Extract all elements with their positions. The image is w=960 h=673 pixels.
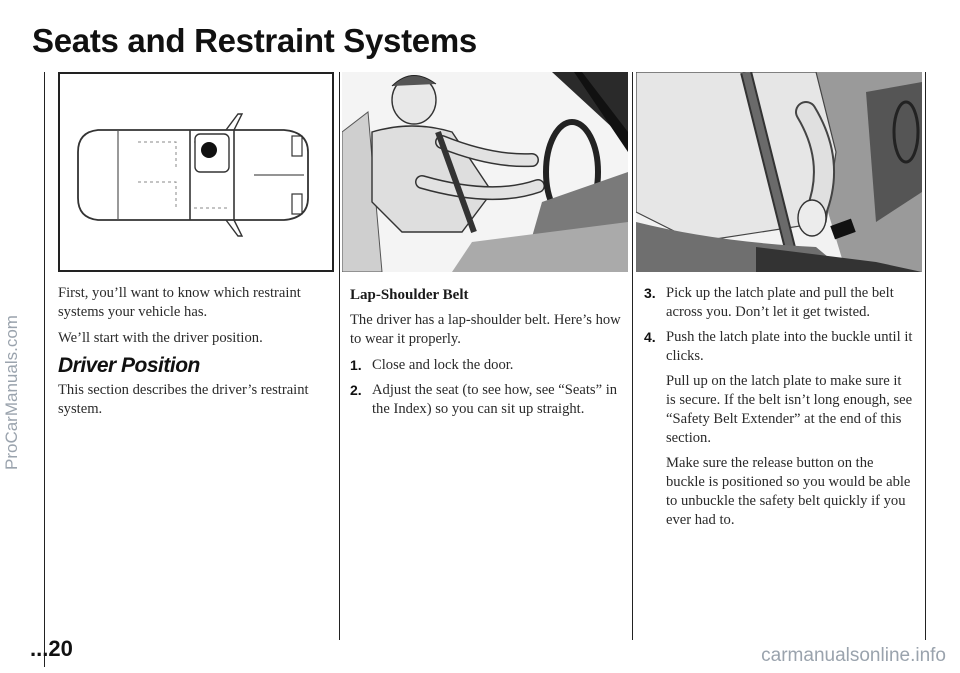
belt-buckle-icon bbox=[636, 72, 922, 272]
step-item bbox=[350, 356, 626, 375]
vehicle-seating-diagram bbox=[58, 72, 334, 272]
step-number: 3. bbox=[644, 285, 656, 301]
column-2-text bbox=[350, 286, 626, 425]
column-3-text bbox=[644, 284, 914, 536]
driver-seated-icon bbox=[342, 72, 628, 272]
bottom-watermark: carmanualsonline.info bbox=[761, 645, 946, 666]
step-number: 2. bbox=[350, 382, 362, 398]
driver-at-wheel-illustration bbox=[342, 72, 628, 272]
step-note: Pull up on the latch plate to make sure it is secure. If the belt isn’t long enough, see “Safety Belt Extender” at the end of this section. bbox=[666, 373, 913, 446]
step-number: 1. bbox=[350, 357, 362, 373]
column-1-text bbox=[58, 284, 334, 426]
column-divider bbox=[632, 72, 633, 640]
step-item bbox=[350, 381, 626, 419]
buckling-belt-illustration bbox=[636, 72, 922, 272]
side-watermark bbox=[2, 315, 22, 470]
column-divider bbox=[339, 72, 340, 640]
step-item bbox=[644, 284, 914, 322]
column-divider bbox=[925, 72, 926, 640]
step-text: Adjust the seat (to see how, see “Seats” in the Index) so you can sit up straight. bbox=[372, 382, 618, 417]
step-text: Pick up the latch plate and pull the belt across you. Don’t let it get twisted. bbox=[666, 285, 894, 320]
section-heading: Driver Position bbox=[58, 354, 200, 377]
step-item bbox=[644, 328, 914, 530]
page-number: ...20 bbox=[30, 636, 73, 661]
side-watermark-text: ProCarManuals.com bbox=[2, 315, 21, 470]
step-text: Push the latch plate into the buckle until it clicks. bbox=[666, 329, 913, 364]
intro-paragraph: First, you’ll want to know which restraint systems your vehicle has. bbox=[58, 285, 301, 320]
car-top-view-icon bbox=[58, 72, 334, 272]
page-title: Seats and Restraint Systems bbox=[32, 22, 477, 59]
step-number: 4. bbox=[644, 329, 656, 345]
intro-paragraph: We’ll start with the driver position. bbox=[58, 330, 263, 346]
subsection-body: The driver has a lap-shoulder belt. Here’s how to wear it properly. bbox=[350, 312, 621, 347]
subsection-heading: Lap-Shoulder Belt bbox=[350, 287, 469, 303]
column-divider bbox=[44, 72, 45, 667]
step-text: Close and lock the door. bbox=[372, 357, 514, 373]
step-note: Make sure the release button on the buckle is positioned so you would be able to unbuckle the safety belt quickly if you ever had to. bbox=[666, 455, 911, 528]
section-body: This section describes the driver’s restraint system. bbox=[58, 382, 309, 417]
